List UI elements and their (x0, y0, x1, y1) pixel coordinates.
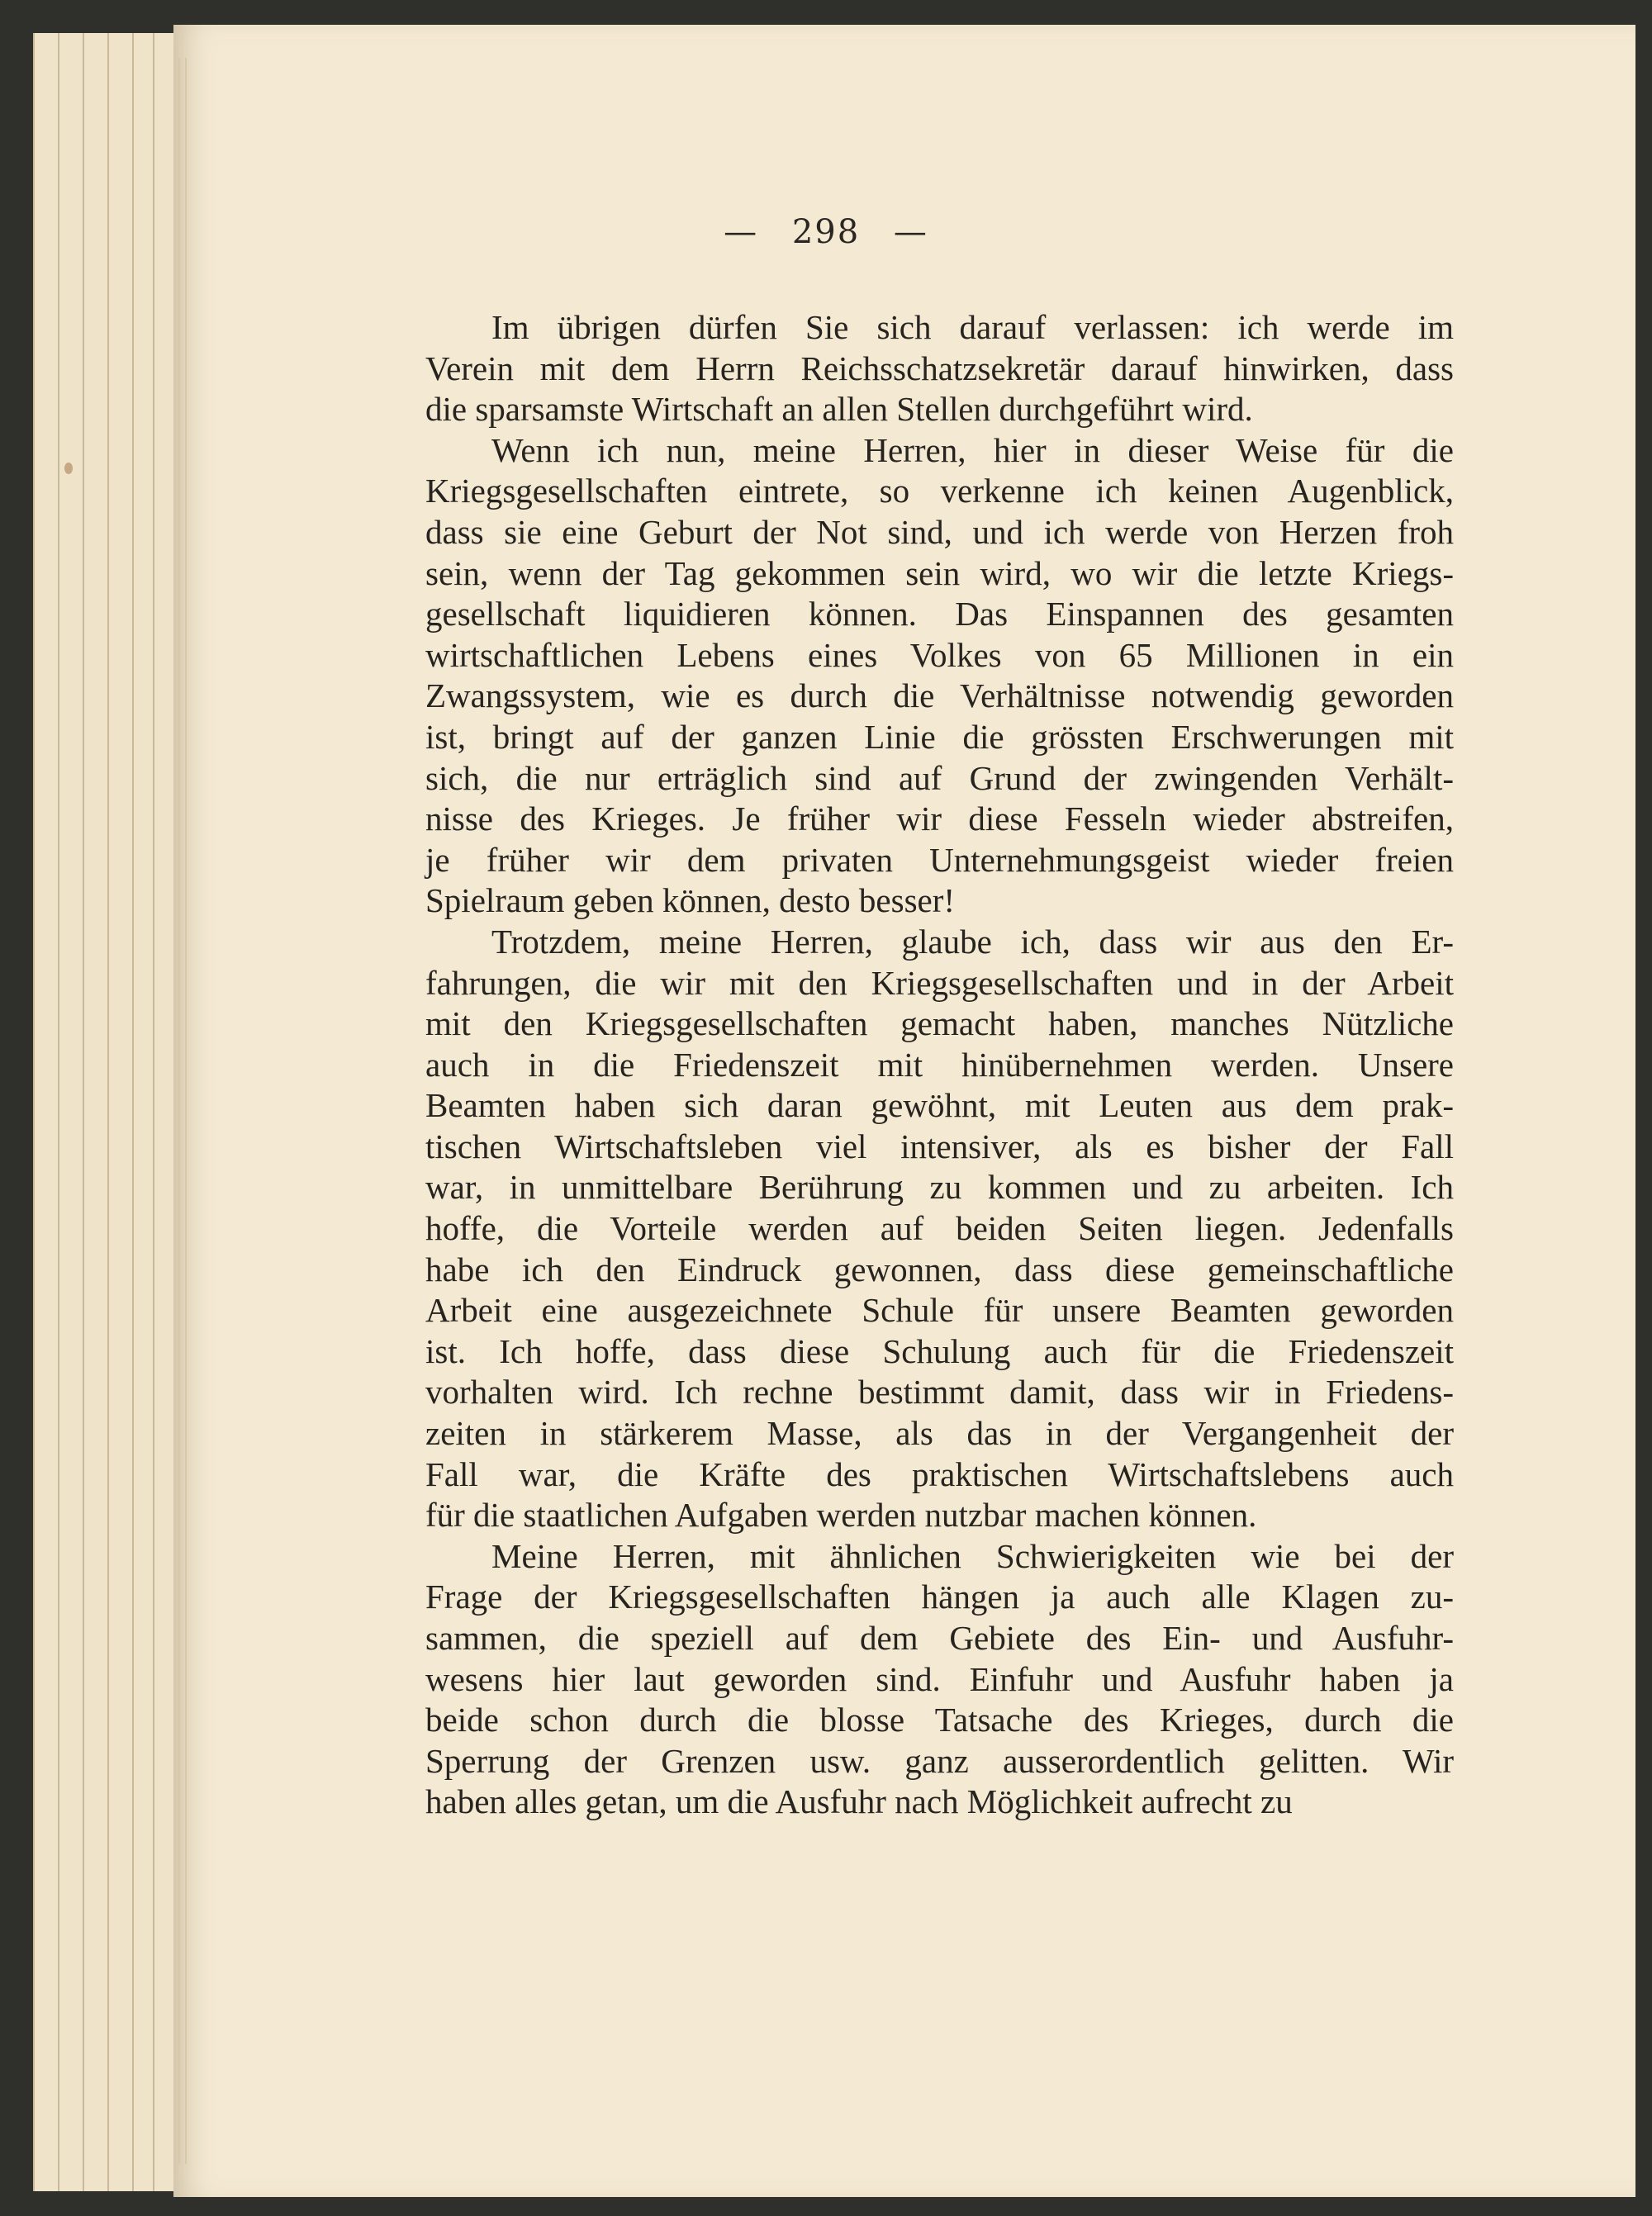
text-line: auch in die Friedenszeit mit hinübernehmen werden. Unsere (425, 1045, 1454, 1084)
page-number-dash-right: — (893, 213, 928, 251)
gutter-line (178, 58, 180, 2164)
text-line: wirtschaftlichen Lebens eines Volkes von 65 Millionen in ein (425, 635, 1454, 674)
text-line: sammen, die speziell auf dem Gebiete des Ein- und Ausfuhr- (425, 1619, 1454, 1657)
text-line: Beamten haben sich daran gewöhnt, mit Leuten aus dem prak- (425, 1086, 1454, 1125)
text-line: mit den Kriegsgesellschaften gemacht haben, manches Nützliche (425, 1004, 1454, 1043)
text-line: dass sie eine Geburt der Not sind, und ich werde von Herzen froh (425, 512, 1454, 551)
text-line: Sperrung der Grenzen usw. ganz ausserordentlich gelitten. Wir (425, 1741, 1454, 1780)
paragraph (425, 307, 1454, 430)
text-line: zeiten in stärkerem Masse, als das in der Vergangenheit der (425, 1414, 1454, 1453)
text-line: Zwangssystem, wie es durch die Verhältnisse notwendig geworden (425, 676, 1454, 715)
text-line: war, in unmittelbare Berührung zu kommen und zu arbeiten. Ich (425, 1168, 1454, 1207)
text-line: ist, bringt auf der ganzen Linie die grössten Erschwerungen mit (425, 717, 1454, 756)
text-line: sich, die nur erträglich sind auf Grund der zwingenden Verhält- (425, 758, 1454, 797)
text-line: Meine Herren, mit ähnlichen Schwierigkeiten wie bei der (491, 1536, 1454, 1575)
page-number-value: 298 (791, 213, 861, 251)
page-number-dash-left: — (724, 213, 759, 251)
text-line: gesellschaft liquidieren können. Das Einspannen des gesamten (425, 595, 1454, 633)
paragraph (425, 1536, 1454, 1823)
text-line: tischen Wirtschaftsleben viel intensiver, als es bisher der Fall (425, 1127, 1454, 1165)
text-line: hoffe, die Vorteile werden auf beiden Seiten liegen. Jedenfalls (425, 1209, 1454, 1248)
text-line: ist. Ich hoffe, dass diese Schulung auch für die Friedenszeit (425, 1331, 1454, 1370)
paragraph (425, 922, 1454, 1536)
text-line: für die staatlichen Aufgaben werden nutzbar machen können. (425, 1496, 1257, 1535)
text-line: Frage der Kriegsgesellschaften hängen ja auch alle Klagen zu- (425, 1578, 1454, 1616)
text-line: Fall war, die Kräfte des praktischen Wirtschaftslebens auch (425, 1454, 1454, 1493)
text-line: Arbeit eine ausgezeichnete Schule für unsere Beamten geworden (425, 1291, 1454, 1330)
text-line: Im übrigen dürfen Sie sich darauf verlassen: ich werde im (491, 308, 1454, 346)
text-line: beide schon durch die blosse Tatsache des Krieges, durch die (425, 1701, 1454, 1739)
stain-mark (64, 463, 73, 474)
text-line: Kriegsgesellschaften eintrete, so verkenne ich keinen Augenblick, (425, 472, 1454, 510)
text-line: die sparsamste Wirtschaft an allen Stellen durchgeführt wird. (425, 390, 1253, 429)
text-line: wesens hier laut geworden sind. Einfuhr und Ausfuhr haben ja (425, 1659, 1454, 1698)
text-line: Wenn ich nun, meine Herren, hier in dieser Weise für die (491, 430, 1454, 469)
text-line: habe ich den Eindruck gewonnen, dass diese gemeinschaftliche (425, 1250, 1454, 1288)
paragraph (425, 430, 1454, 922)
gutter-line (185, 58, 187, 2164)
text-line: je früher wir dem privaten Unternehmungsgeist wieder freien (425, 840, 1454, 879)
text-line: haben alles getan, um die Ausfuhr nach Möglichkeit aufrecht zu (425, 1782, 1293, 1821)
text-line: sein, wenn der Tag gekommen sein wird, wo wir die letzte Kriegs- (425, 553, 1454, 592)
body-text (425, 307, 1454, 1823)
text-line: nisse des Krieges. Je früher wir diese Fesseln wieder abstreifen, (425, 800, 1454, 838)
text-line: Verein mit dem Herrn Reichsschatzsekretär darauf hinwirken, dass (425, 349, 1454, 387)
text-line: vorhalten wird. Ich rechne bestimmt damit, dass wir in Friedens- (425, 1373, 1454, 1412)
page-number (0, 213, 1652, 251)
text-line: fahrungen, die wir mit den Kriegsgesellschaften und in der Arbeit (425, 963, 1454, 1002)
text-line: Spielraum geben können, desto besser! (425, 881, 956, 920)
text-line: Trotzdem, meine Herren, glaube ich, dass wir aus den Er- (491, 922, 1454, 961)
